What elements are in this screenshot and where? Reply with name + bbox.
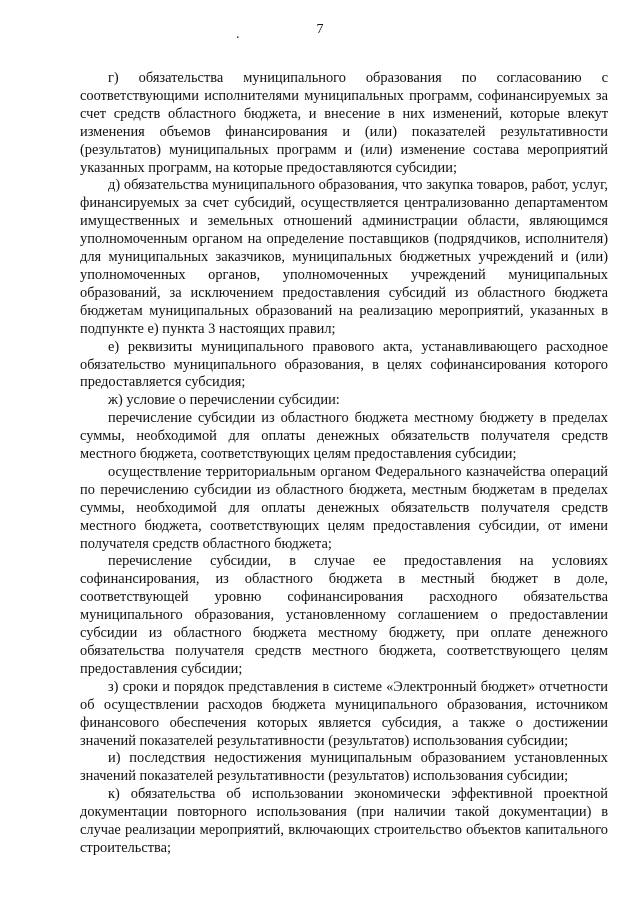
document-body [80, 70, 608, 858]
paragraph-k: к) обязательства об использовании экономически эффективной проектной документации повторного использования (при наличии такой документации) в случае реализации мероприятий, включающих строительство объектов капитального строительства; [80, 786, 608, 856]
paragraph-zh-treasury-operations: осуществление территориальным органом Федерального казначейства операций по перечислению субсидии из областного бюджета, местным бюджетам в пределах суммы, необходимой для оплаты денежных обязательств получателя средств местного бюджета, соответствующих целям предоставления субсидии, от имени получателя средств областного бюджета; [80, 463, 608, 552]
paragraph-z: з) сроки и порядок представления в системе «Электронный бюджет» отчетности об осуществлении расходов бюджета муниципального образования, источником финансового обеспечения которых является субсидия, а также о достижении значений показателей результативности (результатов) использования субсидии; [80, 678, 608, 749]
paragraph-zh-cofinancing-transfer: перечисление субсидии, в случае ее предоставления на условиях софинансирования, из областного бюджета в местный бюджет в доле, соответствующей уровню софинансирования расходного обязательства муниципального образования, установленному соглашением о предоставлении субсидии из областного бюджета местному бюджету, при оплате денежного обязательства получателя средств местного бюджета, соответствующего целям предоставления субсидии; [80, 553, 608, 677]
stray-dot-mark: . [236, 27, 240, 42]
paragraph-zh: ж) условие о перечислении субсидии: [108, 392, 340, 409]
page-number: 7 [316, 22, 324, 37]
paragraph-g: г) обязательства муниципального образования по согласованию с соответствующими исполнителями муниципальных программ, софинансируемых за счет средств областного бюджета, и внесение в них изменений, которые влекут изменения объемов финансирования и (или) показателей результативности (результатов) муниципальных программ и (или) изменение состава мероприятий указанных программ, на которые предоставляются субсидии; [80, 70, 608, 176]
paragraph-i: и) последствия недостижения муниципальным образованием установленных значений показателей результативности (результатов) использования субсидии; [80, 750, 608, 785]
paragraph-d: д) обязательства муниципального образования, что закупка товаров, работ, услуг, финансируемых за счет субсидий, осуществляется централизованно департаментом имущественных и земельных отношений администрации области, являющимся уполномоченным органом на определение поставщиков (подрядчиков, исполнителя) для муниципальных заказчиков, муниципальных бюджетных учреждений и (или) уполномоченных органов, уполномоченных учреждений муниципальных образований, за исключением предоставления субсидий из областного бюджета бюджетам муниципальных образований на реализацию мероприятий, указанных в подпункте е) пункта 3 настоящих правил; [80, 177, 608, 337]
paragraph-e: е) реквизиты муниципального правового акта, устанавливающего расходное обязательство муниципального образования, в целях софинансирования которого предоставляется субсидия; [80, 338, 608, 391]
paragraph-zh-transfer-limit: перечисление субсидии из областного бюджета местному бюджету в пределах суммы, необходимой для оплаты денежных обязательств получателя средств местного бюджета, соответствующих целям предоставления субсидии; [80, 410, 608, 463]
